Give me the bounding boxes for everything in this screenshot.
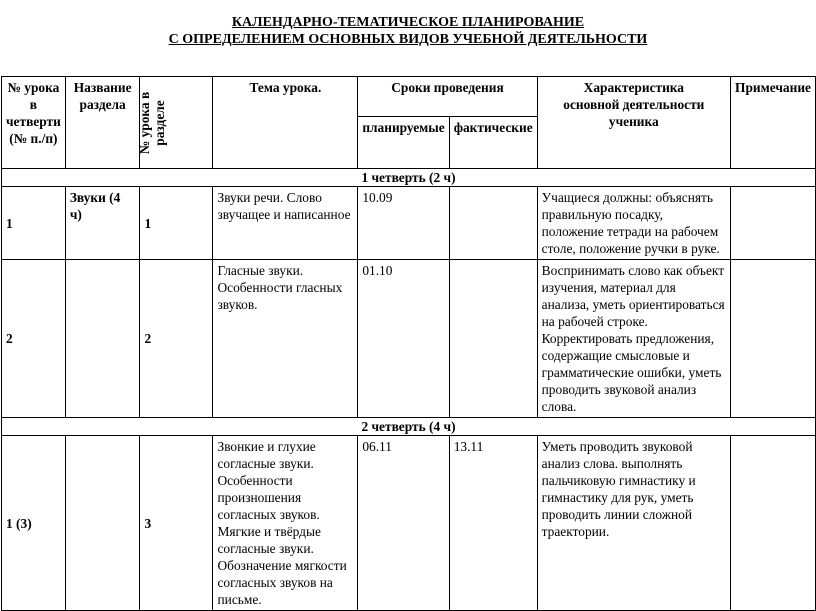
table-row bbox=[2, 260, 816, 418]
quarter-label: 2 четверть (4 ч) bbox=[2, 418, 816, 436]
row-section: Звуки (4 ч) bbox=[65, 187, 140, 260]
row-actual bbox=[449, 187, 537, 260]
header-dates: Сроки проведения bbox=[358, 77, 537, 117]
header-num-section-line2: разделе bbox=[152, 99, 168, 146]
table-row bbox=[2, 436, 816, 611]
row-num-in-section: 3 bbox=[140, 436, 213, 611]
quarter-row bbox=[2, 418, 816, 436]
document-title-line1: КАЛЕНДАРНО-ТЕМАТИЧЕСКОЕ ПЛАНИРОВАНИЕ bbox=[231, 15, 585, 30]
row-planned: 06.11 bbox=[358, 436, 449, 611]
row-notes bbox=[731, 260, 816, 418]
row-num: 1 (3) bbox=[2, 436, 66, 611]
row-notes bbox=[731, 436, 816, 611]
header-topic: Тема урока. bbox=[213, 77, 358, 169]
header-row bbox=[2, 77, 816, 117]
header-planned: планируемые bbox=[358, 117, 449, 169]
row-planned: 01.10 bbox=[358, 260, 449, 418]
header-activity-line2: основной деятельности ученика bbox=[563, 97, 705, 129]
table-row bbox=[2, 187, 816, 260]
row-activity: Уметь проводить звуковой анализ слова. выполнять пальчиковую гимнастику и гимнастику для рук, уметь проводить линии сложной траектории. bbox=[537, 436, 730, 611]
row-num-in-section: 2 bbox=[140, 260, 213, 418]
header-num-section-line1: № урока в bbox=[137, 91, 153, 154]
header-activity bbox=[537, 77, 730, 169]
quarter-row bbox=[2, 169, 816, 187]
row-actual: 13.11 bbox=[449, 436, 537, 611]
header-section: Название раздела bbox=[65, 77, 140, 169]
row-topic: Звонкие и глухие согласные звуки. Особенности произношения согласных звуков. Мягкие и твёрдые согласные звуки. Обозначение мягкости согласных звуков на письме. bbox=[213, 436, 358, 611]
row-section bbox=[65, 260, 140, 418]
document-title-line2: С ОПРЕДЕЛЕНИЕМ ОСНОВНЫХ ВИДОВ УЧЕБНОЙ ДЕЯТЕЛЬНОСТИ bbox=[168, 32, 648, 47]
row-topic: Звуки речи. Слово звучащее и написанное bbox=[213, 187, 358, 260]
row-num-in-section: 1 bbox=[140, 187, 213, 260]
row-actual bbox=[449, 260, 537, 418]
row-notes bbox=[731, 187, 816, 260]
row-activity: Учащиеся должны: объяснять правильную посадку, положение тетради на рабочем столе, положение ручки в руке. bbox=[537, 187, 730, 260]
header-num-section bbox=[137, 77, 213, 169]
header-notes: Примечание bbox=[731, 77, 816, 169]
row-section bbox=[65, 436, 140, 611]
planning-table bbox=[1, 76, 816, 611]
header-num-quarter: № урока в четверти (№ п./п) bbox=[2, 77, 66, 169]
header-actual: фактические bbox=[449, 117, 537, 169]
header-activity-line1: Характеристика bbox=[583, 80, 685, 95]
row-num: 1 bbox=[2, 187, 66, 260]
row-num: 2 bbox=[2, 260, 66, 418]
quarter-label: 1 четверть (2 ч) bbox=[2, 169, 816, 187]
row-activity: Воспринимать слово как объект изучения, материал для анализа, уметь ориентироваться на рабочей строке. Корректировать предложения, содержащие смысловые и грамматические ошибки, уметь проводить звуковой анализ слова. bbox=[537, 260, 730, 418]
row-topic: Гласные звуки. Особенности гласных звуков. bbox=[213, 260, 358, 418]
row-planned: 10.09 bbox=[358, 187, 449, 260]
